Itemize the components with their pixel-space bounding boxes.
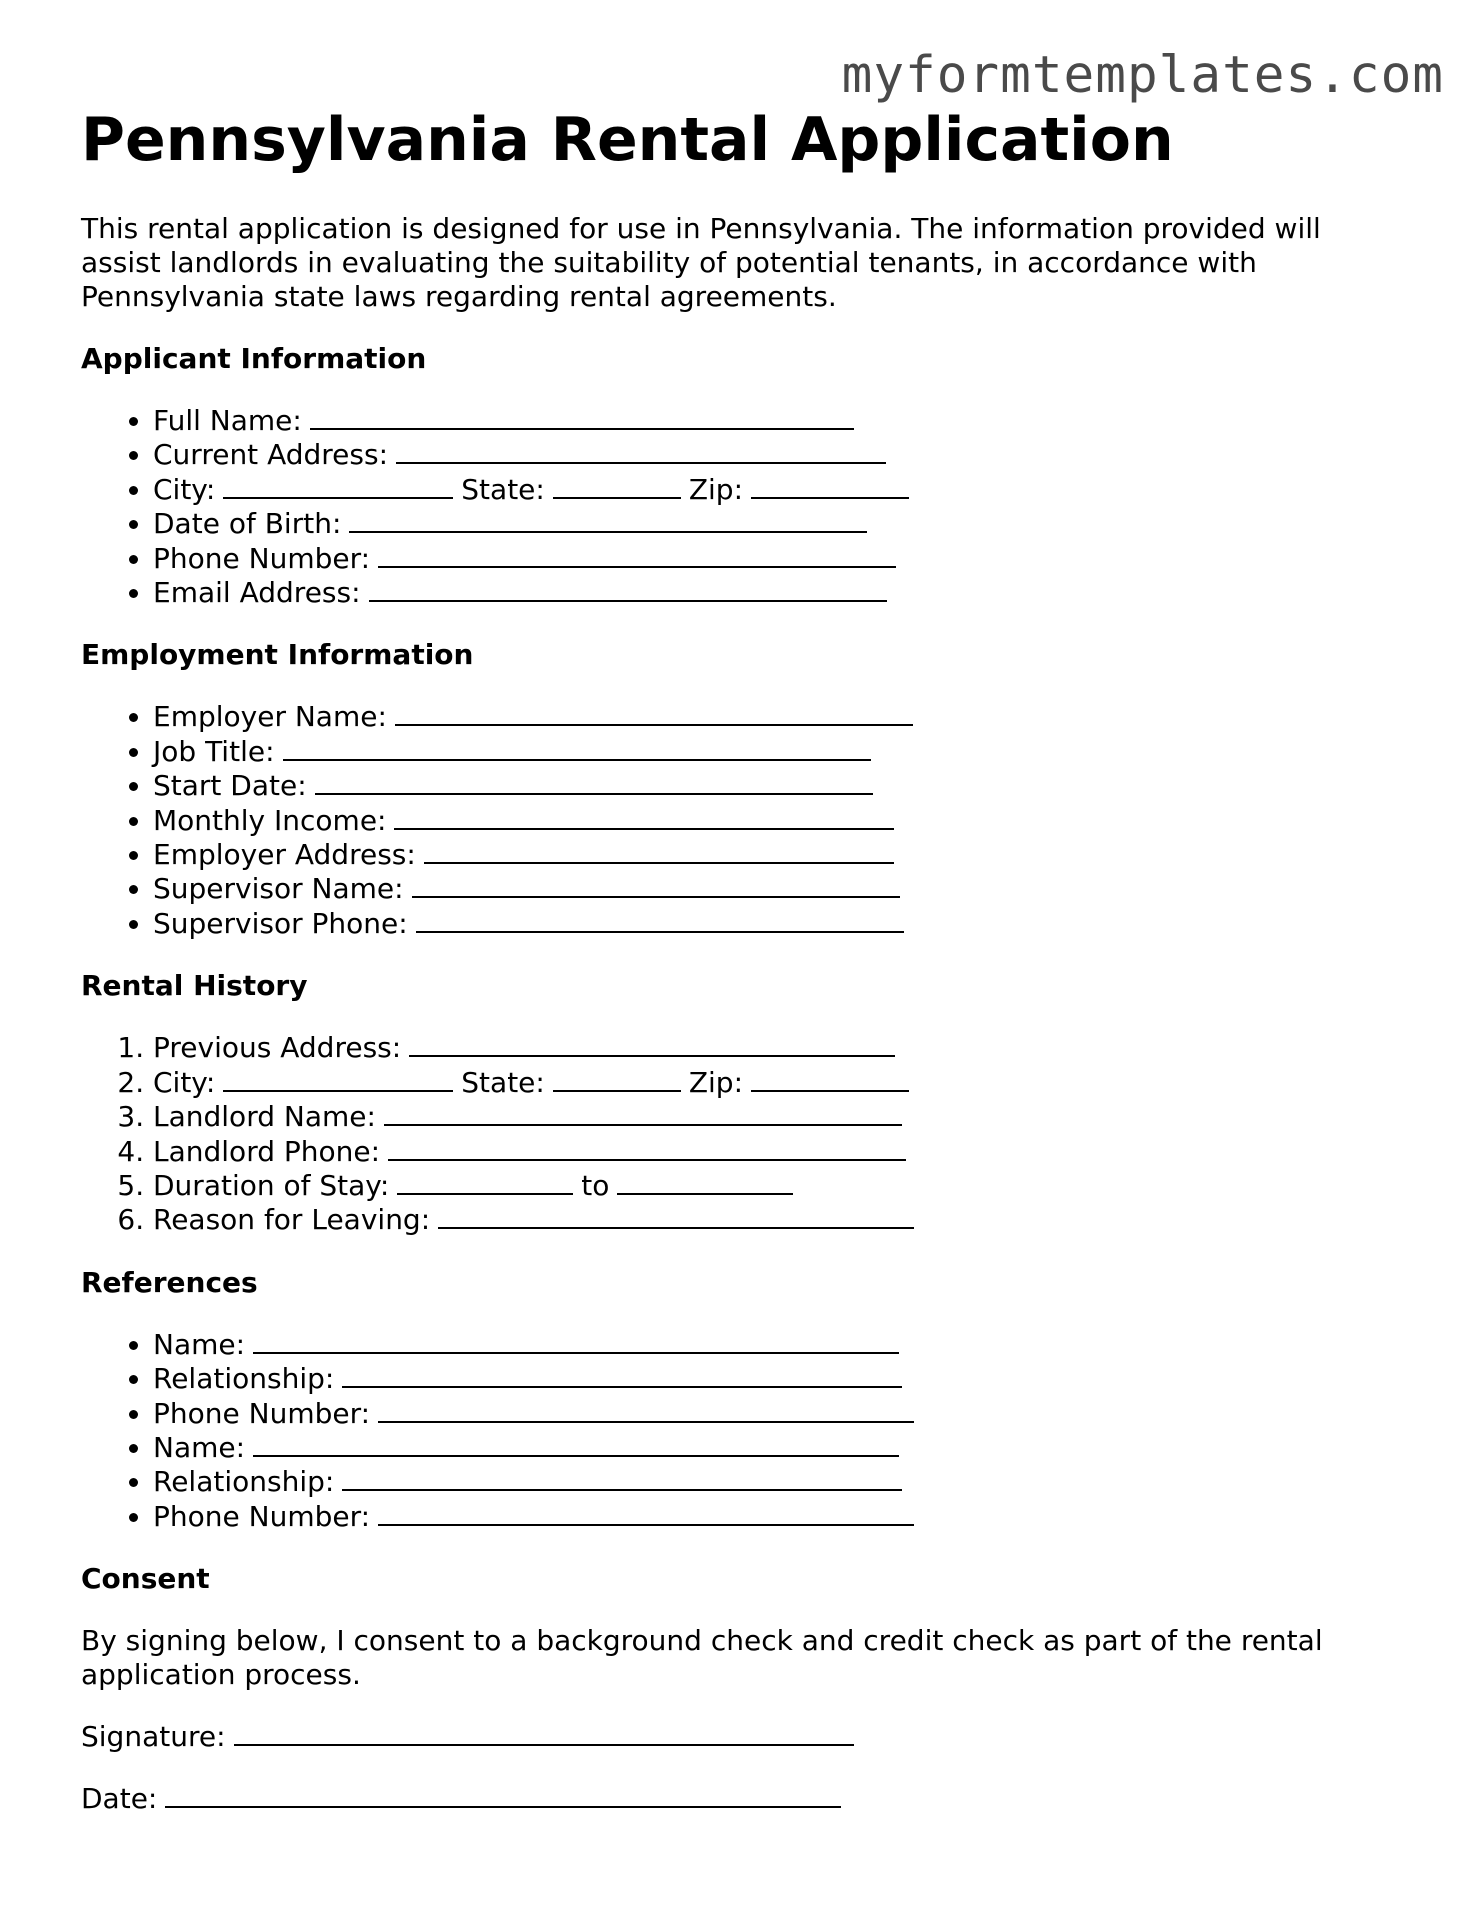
employer-address-label: Employer Address: [153, 838, 416, 872]
list-item [153, 907, 1401, 941]
zip-label: Zip: [688, 472, 744, 506]
city-label: City: [153, 1065, 216, 1099]
to-label: to [581, 1168, 610, 1202]
reference-phone-label: Phone Number: [153, 1499, 371, 1533]
reference-phone-label: Phone Number: [153, 1396, 371, 1430]
list-item [153, 1135, 1401, 1169]
list-item [153, 438, 1401, 472]
list-item [153, 1100, 1401, 1134]
site-watermark: myformtemplates.com [841, 46, 1444, 105]
list-item [153, 542, 1401, 576]
supervisor-name-label: Supervisor Name: [153, 872, 404, 906]
full-name-label: Full Name: [153, 404, 302, 437]
list-item [153, 1362, 1401, 1396]
previous-address-field[interactable] [409, 1031, 895, 1057]
list-item [153, 473, 1401, 507]
date-field[interactable] [165, 1782, 841, 1808]
rental-history-section-heading: Rental History [81, 969, 308, 1003]
zip-label: Zip: [688, 1065, 744, 1099]
dob-label: Date of Birth: [153, 507, 342, 541]
reference-name-field[interactable] [253, 1431, 899, 1457]
city-label: City: [153, 472, 216, 506]
current-address-field[interactable] [396, 438, 886, 464]
duration-label: Duration of Stay: [153, 1168, 390, 1202]
monthly-income-field[interactable] [394, 804, 894, 830]
reference-relationship-label: Relationship: [153, 1465, 335, 1499]
supervisor-name-field[interactable] [412, 872, 900, 898]
landlord-name-label: Landlord Name: [153, 1100, 376, 1134]
reference-relationship-field[interactable] [342, 1362, 902, 1388]
list-item [153, 700, 1401, 734]
reference-phone-field[interactable] [378, 1500, 914, 1526]
applicant-field-list [81, 404, 1401, 610]
list-item [153, 769, 1401, 803]
list-item [153, 838, 1401, 872]
job-title-label: Job Title: [153, 734, 275, 768]
email-label: Email Address: [153, 576, 361, 610]
list-item [153, 1500, 1401, 1534]
references-field-list [81, 1328, 1401, 1534]
reference-relationship-field[interactable] [342, 1465, 902, 1491]
job-title-field[interactable] [283, 735, 871, 761]
dob-field[interactable] [349, 507, 867, 533]
employer-name-field[interactable] [395, 700, 913, 726]
date-label: Date: [81, 1782, 158, 1816]
list-item [153, 1431, 1401, 1465]
list-item [153, 404, 1401, 438]
supervisor-phone-field[interactable] [416, 907, 904, 933]
list-item [153, 1397, 1401, 1431]
consent-text: By signing below, I consent to a background check and credit check as part of the rental application process. [81, 1624, 1323, 1692]
city-field[interactable] [223, 1066, 453, 1092]
employment-section-heading: Employment Information [81, 638, 474, 672]
reference-phone-field[interactable] [378, 1397, 914, 1423]
list-item [153, 1465, 1401, 1499]
date-line [81, 1782, 1401, 1816]
duration-from-field[interactable] [397, 1169, 573, 1195]
reference-name-field[interactable] [253, 1328, 899, 1354]
list-item [153, 735, 1401, 769]
applicant-section-heading: Applicant Information [81, 342, 427, 375]
state-field[interactable] [553, 1066, 681, 1092]
employment-field-list [81, 700, 1401, 941]
full-name-field[interactable] [310, 404, 854, 430]
references-section-heading: References [81, 1265, 258, 1299]
list-item [153, 507, 1401, 541]
current-address-label: Current Address: [153, 438, 389, 472]
list-item [153, 1328, 1401, 1362]
signature-label: Signature: [81, 1720, 226, 1754]
supervisor-phone-label: Supervisor Phone: [153, 906, 408, 940]
landlord-name-field[interactable] [384, 1100, 902, 1126]
landlord-phone-label: Landlord Phone: [153, 1134, 381, 1168]
previous-address-label: Previous Address: [153, 1031, 402, 1065]
monthly-income-label: Monthly Income: [153, 803, 387, 837]
list-item [153, 1169, 1401, 1203]
list-item [153, 872, 1401, 906]
zip-field[interactable] [751, 473, 909, 499]
duration-to-field[interactable] [617, 1169, 793, 1195]
reference-name-label: Name: [153, 1327, 246, 1361]
reference-relationship-label: Relationship: [153, 1362, 335, 1396]
city-field[interactable] [223, 473, 453, 499]
state-label: State: [461, 472, 545, 506]
form-page [81, 98, 1401, 1816]
phone-field[interactable] [378, 542, 896, 568]
phone-label: Phone Number: [153, 541, 371, 575]
employer-name-label: Employer Name: [153, 700, 387, 734]
list-item [153, 1203, 1401, 1237]
reason-field[interactable] [438, 1203, 914, 1229]
consent-section-heading: Consent [81, 1562, 210, 1596]
zip-field[interactable] [751, 1066, 909, 1092]
rental-history-field-list [81, 1031, 1401, 1237]
reference-name-label: Name: [153, 1430, 246, 1464]
page-title: Pennsylvania Rental Application [81, 105, 1174, 175]
email-field[interactable] [369, 576, 887, 602]
start-date-field[interactable] [315, 769, 873, 795]
signature-field[interactable] [234, 1720, 854, 1746]
employer-address-field[interactable] [424, 838, 894, 864]
start-date-label: Start Date: [153, 769, 307, 803]
list-item [153, 804, 1401, 838]
signature-line [81, 1720, 1401, 1754]
landlord-phone-field[interactable] [388, 1135, 906, 1161]
state-label: State: [461, 1065, 545, 1099]
list-item [153, 1066, 1401, 1100]
reason-label: Reason for Leaving: [153, 1203, 431, 1237]
intro-paragraph: This rental application is designed for use in Pennsylvania. The information provided will assist landlords in evaluating the suitability of potential tenants, in accordance with Pennsylvania state laws regarding rental agreements. [81, 212, 1321, 313]
state-field[interactable] [553, 473, 681, 499]
list-item [153, 576, 1401, 610]
list-item [153, 1031, 1401, 1065]
